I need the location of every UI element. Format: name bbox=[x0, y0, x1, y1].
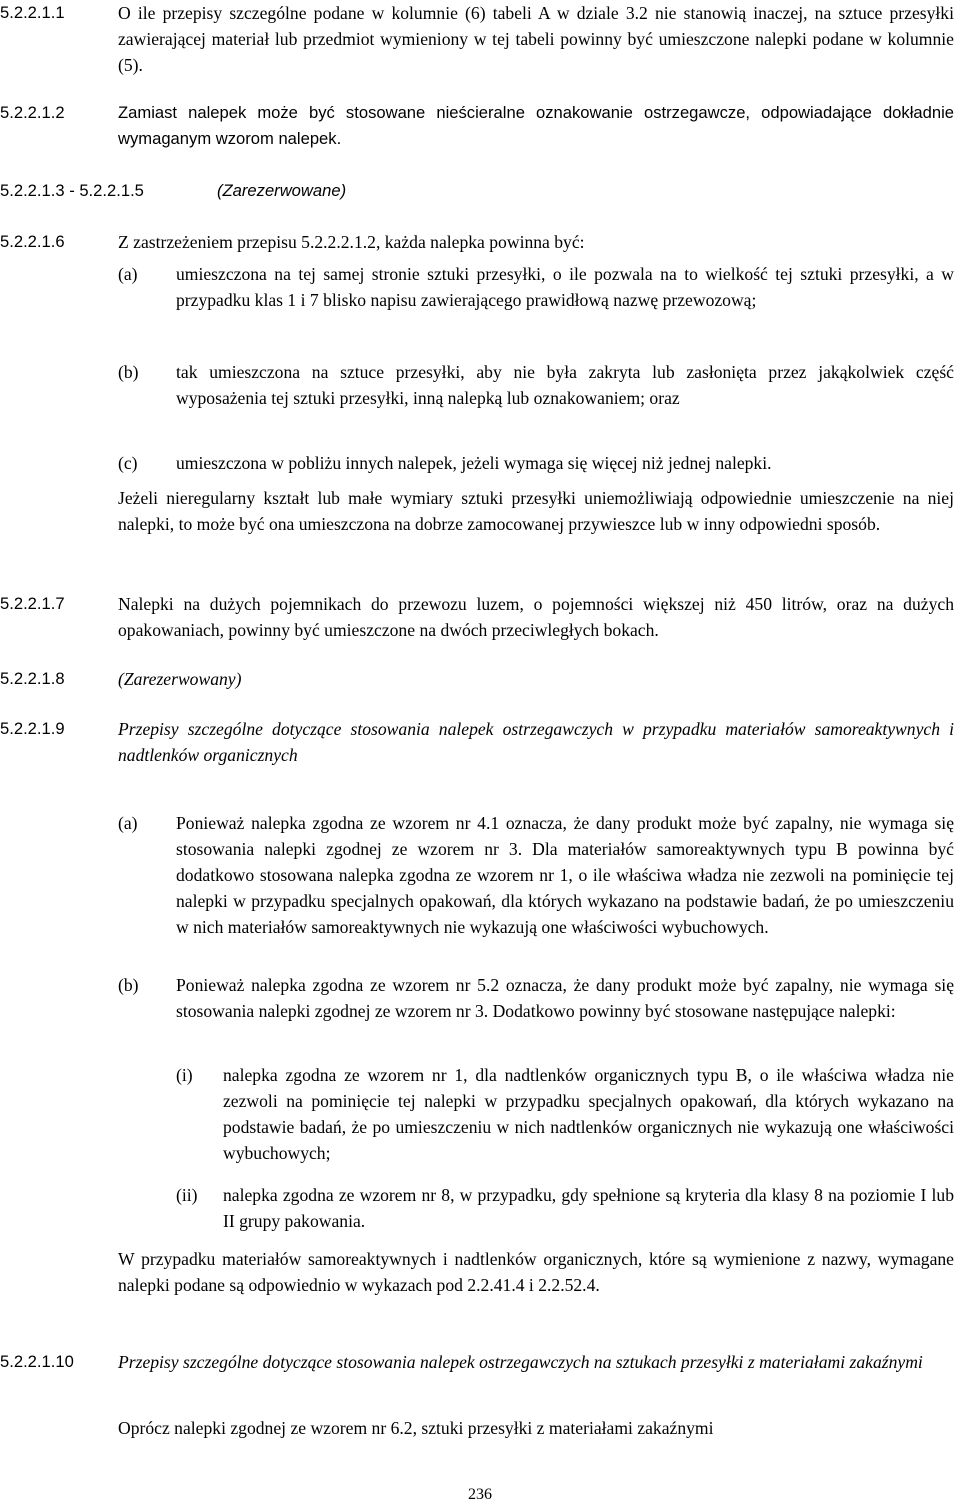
section-5-2-2-1-6 bbox=[0, 229, 960, 559]
section-5-2-2-1-1 bbox=[0, 0, 960, 80]
item-label: (b) bbox=[118, 975, 139, 995]
section-number: 5.2.2.1.1 bbox=[0, 3, 65, 22]
section-5-2-2-1-8 bbox=[0, 666, 960, 694]
section-text: Nalepki na dużych pojemnikach do przewozu luzem, o pojemności większej niż 450 litrów, oraz na dużych opakowaniach, powinny być umieszczone na dwóch przeciwległych bokach. bbox=[118, 594, 954, 640]
section-5-2-2-1-10 bbox=[0, 1349, 960, 1479]
section-number: 5.2.2.1.9 bbox=[0, 719, 65, 738]
item-text: Ponieważ nalepka zgodna ze wzorem nr 5.2 oznacza, że dany produkt może być zapalny, nie wymaga się stosowania nalepki zgodnej ze wzorem nr 3. Dodatkowo powinny być stosowane następujące nalepki: bbox=[176, 975, 954, 1021]
section-number: 5.2.2.1.6 bbox=[0, 232, 65, 251]
section-text: (Zarezerwowany) bbox=[118, 669, 242, 689]
section-paragraph: Jeżeli nieregularny kształt lub małe wymiary sztuki przesyłki uniemożliwiają odpowiednie umieszczenie na niej nalepki, to może być ona umieszczona na dobrze zamocowanej przywieszce lub w inny odpowiedni sposób. bbox=[118, 488, 954, 534]
subitem-text: nalepka zgodna ze wzorem nr 8, w przypadku, gdy spełnione są kryteria dla klasy 8 na poziomie I lub II grupy pakowania. bbox=[223, 1185, 954, 1231]
item-text: umieszczona w pobliżu innych nalepek, jeżeli wymaga się więcej niż jednej nalepki. bbox=[176, 453, 772, 473]
subitem-label: (i) bbox=[176, 1065, 193, 1085]
item-text: umieszczona na tej samej stronie sztuki przesyłki, o ile pozwala na to wielkość tej sztuki przesyłki, a w przypadku klas 1 i 7 blisko napisu zawierającego prawidłową nazwę przewozową; bbox=[176, 264, 954, 310]
item-text: Ponieważ nalepka zgodna ze wzorem nr 4.1 oznacza, że dany produkt może być zapalny, nie wymaga się stosowania nalepki zgodnej ze wzorem nr 3. Dla materiałów samoreaktywnych typu B powinna być dodatkowo stosowana nalepka zgodna ze wzorem nr 1, o ile właściwa władza nie zezwoli na pominięcie tej nalepki w przypadku specjalnych opakowań, dla których wykazano na podstawie badań, że po umieszczeniu w nich materiałów samoreaktywnych nie wykazują one właściwości wybuchowych. bbox=[176, 813, 954, 937]
section-5-2-2-1-3-5 bbox=[0, 178, 960, 206]
section-number: 5.2.2.1.2 bbox=[0, 103, 65, 122]
item-label: (c) bbox=[118, 453, 138, 473]
section-text: Zamiast nalepek może być stosowane nieścieralne oznakowanie ostrzegawcze, odpowiadające dokładnie wymaganym wzorom nalepek. bbox=[118, 103, 954, 148]
subitem-text: nalepka zgodna ze wzorem nr 1, dla nadtlenków organicznych typu B, o ile właściwa władza nie zezwoli na pominięcie tej nalepki w przypadku specjalnych opakowań, dla których wykazano na podstawie badań, że po umieszczeniu w nich nadtlenków organicznych nie wykazują one właściwości wybuchowych; bbox=[223, 1065, 954, 1163]
section-text: Z zastrzeżeniem przepisu 5.2.2.2.1.2, każda nalepka powinna być: bbox=[118, 232, 585, 252]
item-label: (a) bbox=[118, 264, 138, 284]
section-title: Przepisy szczególne dotyczące stosowania nalepek ostrzegawczych na sztukach przesyłki z materiałami zakaźnymi bbox=[118, 1352, 923, 1372]
section-paragraph: Oprócz nalepki zgodnej ze wzorem nr 6.2, sztuki przesyłki z materiałami zakaźnymi bbox=[118, 1418, 714, 1438]
section-text: (Zarezerwowane) bbox=[217, 181, 347, 200]
section-text: O ile przepisy szczególne podane w kolumnie (6) tabeli A w dziale 3.2 nie stanowią inaczej, na sztuce przesyłki zawierającej materiał lub przedmiot wymieniony w tej tabeli powinny być umieszczone nalepki podane w kolumnie (5). bbox=[118, 3, 954, 75]
page-number: 236 bbox=[468, 1486, 492, 1503]
item-label: (a) bbox=[118, 813, 138, 833]
section-5-2-2-1-7 bbox=[0, 591, 960, 645]
item-label: (b) bbox=[118, 362, 139, 382]
section-title: Przepisy szczególne dotyczące stosowania nalepek ostrzegawczych w przypadku materiałów samoreaktywnych i nadtlenków organicznych bbox=[118, 719, 954, 765]
section-number: 5.2.2.1.7 bbox=[0, 594, 65, 613]
section-number: 5.2.2.1.8 bbox=[0, 669, 65, 688]
item-text: tak umieszczona na sztuce przesyłki, aby nie była zakryta lub zasłonięta przez jakąkolwiek część wyposażenia tej sztuki przesyłki, inną nalepką lub oznakowaniem; oraz bbox=[176, 362, 954, 408]
section-number: 5.2.2.1.3 - 5.2.2.1.5 bbox=[0, 181, 144, 200]
section-5-2-2-1-2 bbox=[0, 100, 960, 154]
section-paragraph: W przypadku materiałów samoreaktywnych i nadtlenków organicznych, które są wymienione z nazwy, wymagane nalepki podane są odpowiednio w wykazach pod 2.2.41.4 i 2.2.52.4. bbox=[118, 1249, 954, 1295]
section-number: 5.2.2.1.10 bbox=[0, 1352, 74, 1371]
subitem-label: (ii) bbox=[176, 1185, 198, 1205]
section-5-2-2-1-9 bbox=[0, 716, 960, 1326]
